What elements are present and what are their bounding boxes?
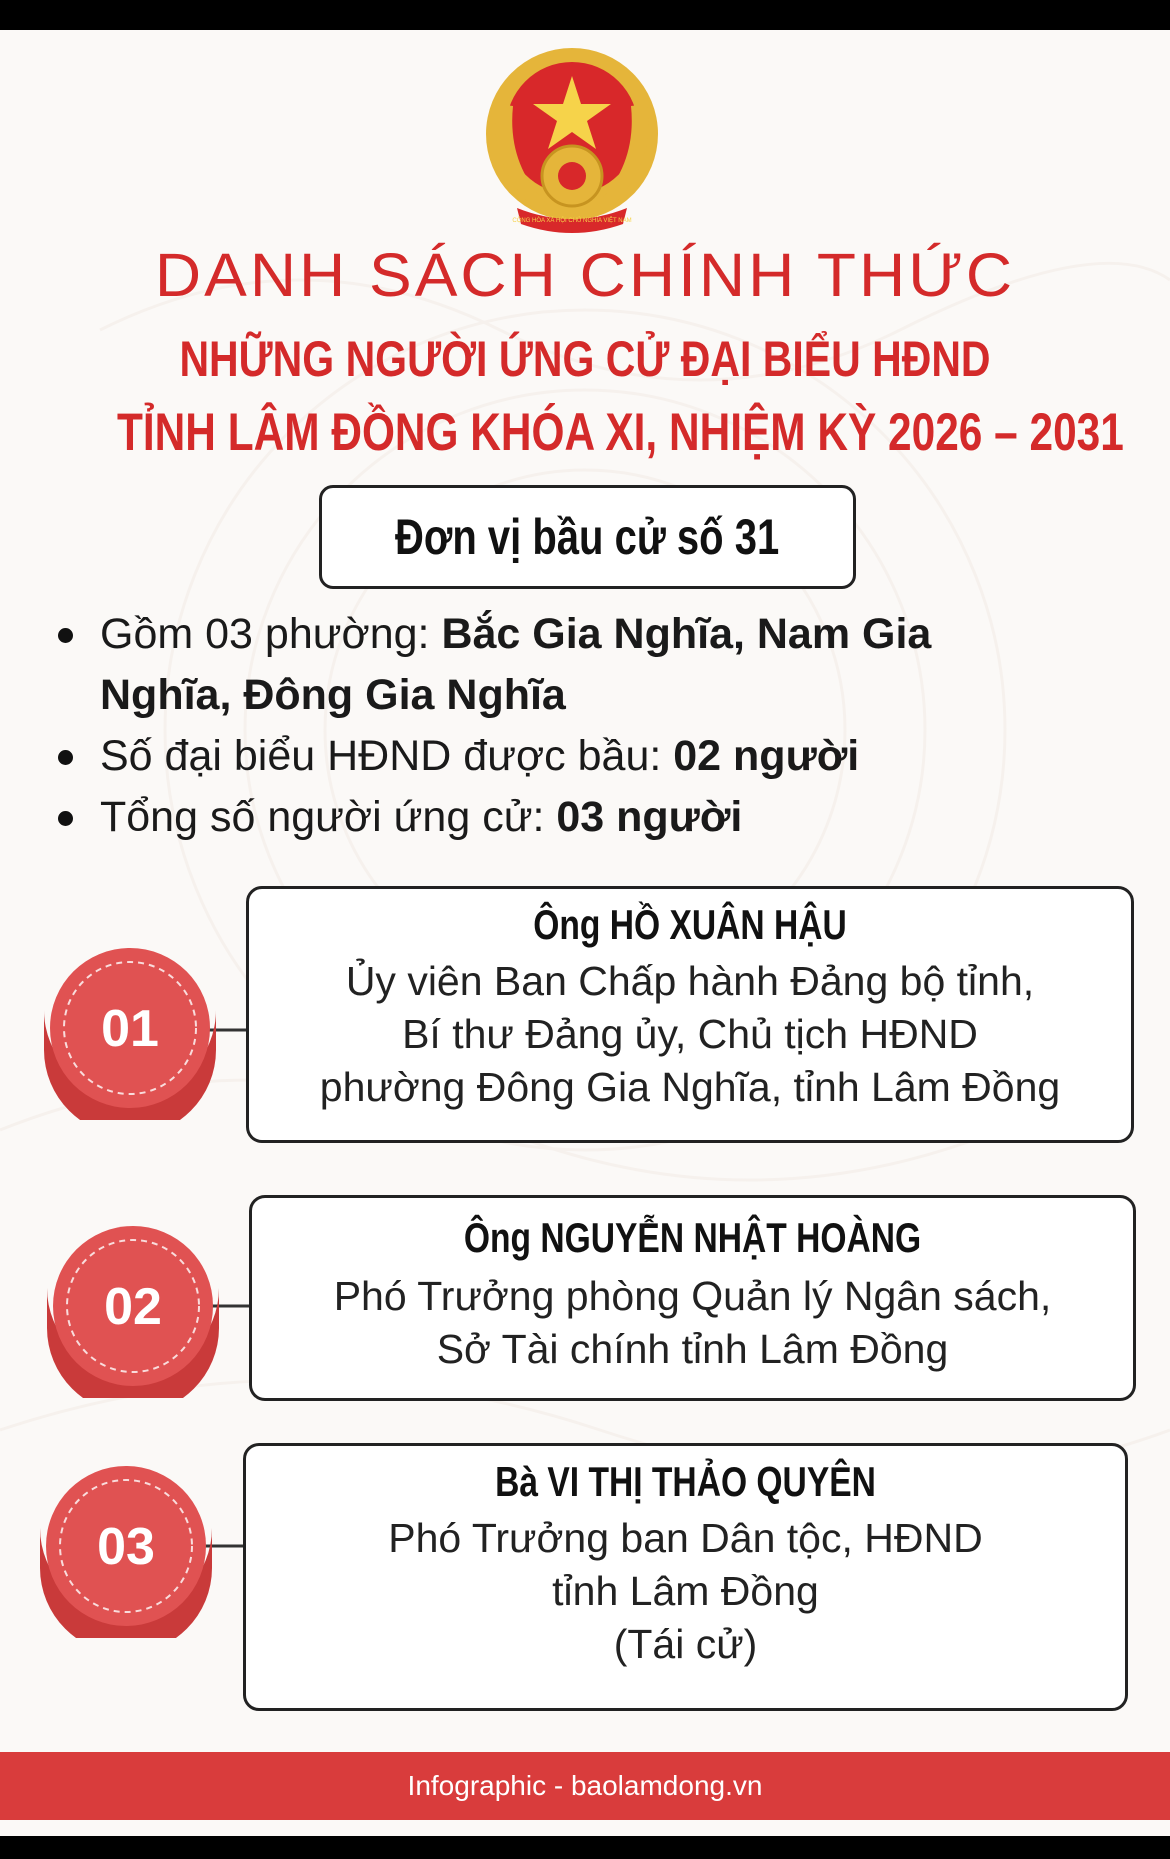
candidate-number: 01 [101,1000,159,1058]
candidate-number: 03 [97,1518,155,1576]
delegates-prefix: Số đại biểu HĐND được bầu: [100,732,674,780]
candidate-number-badge [26,1458,266,1638]
wards-item [50,604,1130,726]
wards-names-1: Bắc Gia Nghĩa, Nam Gia [441,610,932,658]
main-title: DANH SÁCH CHÍNH THỨC [154,240,1016,310]
candidate-role-line: (Tái cử) [613,1621,758,1667]
candidate-number: 02 [104,1278,162,1336]
footer-bar [0,1752,1170,1820]
candidates-count-value: 03 người [556,793,743,841]
wards-names-2: Nghĩa, Đông Gia Nghĩa [100,671,566,719]
candidate-name: Ông NGUYỄN NHẬT HOÀNG [463,1214,922,1261]
top-black-bar [0,0,1170,30]
vietnam-national-emblem-icon [477,44,667,240]
candidate-role-line: Phó Trưởng phòng Quản lý Ngân sách, [333,1273,1052,1319]
candidate-role-line: Phó Trưởng ban Dân tộc, HĐND [388,1515,983,1561]
delegates-item [50,726,1130,787]
subtitle-line-1: NHỮNG NGƯỜI ỨNG CỬ ĐẠI BIỂU HĐND [179,331,991,387]
wards-prefix: Gồm 03 phường: [100,610,442,658]
candidate-card [246,886,1134,1143]
candidate-number-badge [30,940,270,1120]
candidates-count-item [50,787,1130,848]
bottom-black-bar [0,1836,1170,1859]
footer-credit: Infographic - baolamdong.vn [407,1770,763,1801]
candidate-card [243,1443,1128,1711]
electoral-unit-label: Đơn vị bầu cử số 31 [395,509,780,565]
candidate-role-line: Sở Tài chính tỉnh Lâm Đồng [436,1326,949,1372]
delegates-value: 02 người [673,732,860,780]
unit-info-list [50,604,1130,848]
emblem-text: CỘNG HÒA XÃ HỘI CHỦ NGHĨA VIỆT NAM [512,218,632,224]
candidate-role-line: Ủy viên Ban Chấp hành Đảng bộ tỉnh, [345,958,1035,1004]
subtitle-line-2: TỈNH LÂM ĐỒNG KHÓA XI, NHIỆM KỲ 2026 – 2031 [117,403,1124,462]
electoral-unit-box [319,485,856,589]
candidate-role-line: tỉnh Lâm Đồng [552,1568,819,1614]
candidate-name: Bà VI THỊ THẢO QUYÊN [495,1458,876,1505]
candidate-role-line: phường Đông Gia Nghĩa, tỉnh Lâm Đồng [319,1064,1061,1110]
candidate-name: Ông HỒ XUÂN HẬU [533,901,847,948]
candidates-count-prefix: Tổng số người ứng cử: [100,793,557,841]
candidate-number-badge [33,1218,273,1398]
candidate-role-line: Bí thư Đảng ủy, Chủ tịch HĐND [402,1011,978,1057]
candidate-card [249,1195,1136,1401]
